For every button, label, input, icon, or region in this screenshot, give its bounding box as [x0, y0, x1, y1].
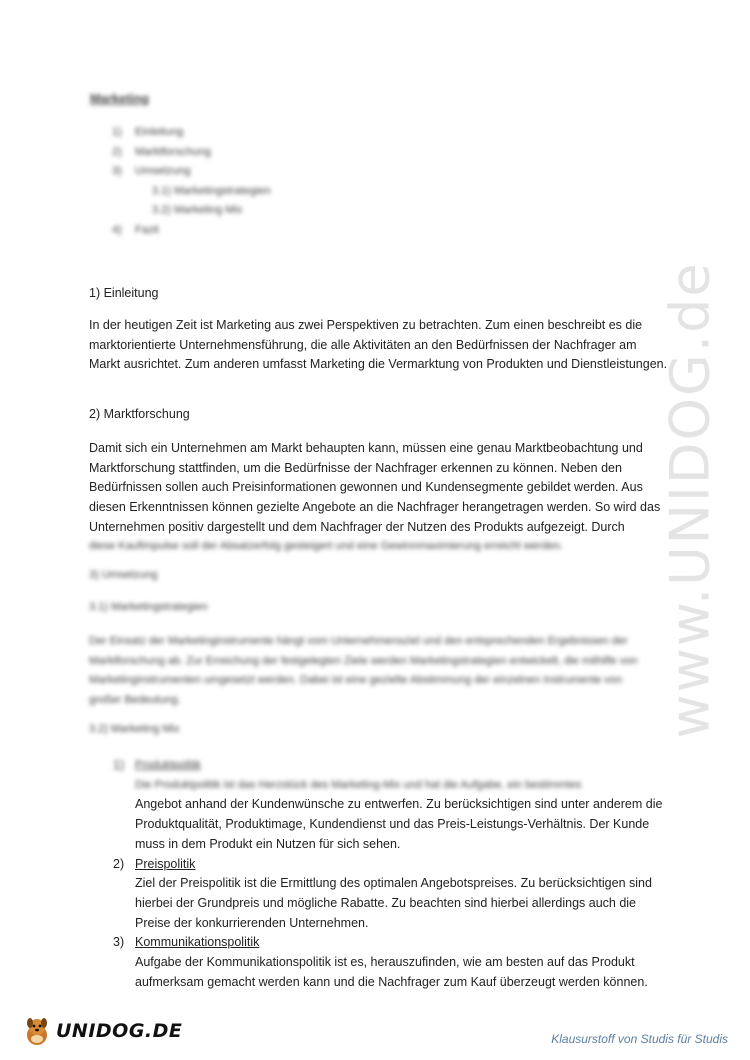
toc-item: 3.1) Marketingstrategien [152, 184, 271, 197]
toc-item: 3) Umsetzung [112, 165, 191, 177]
footer-tagline: Klausurstoff von Studis für Studis [551, 1032, 728, 1046]
marketing-mix-list [113, 756, 673, 992]
dog-icon [22, 1015, 52, 1047]
unidog-logo: UNIDOG.DE [22, 1015, 182, 1047]
section-heading: 3.2) Marketing Mix [89, 723, 180, 735]
table-of-contents [112, 123, 271, 240]
list-item: 1) Produktpolitik Die Produktpolitik ist das Herzstück des Marketing-Mix und hat die Aufgabe, ein bestimmtes Angebot anhand der Kundenwünsche zu entwerfen. Zu berücksichtigen sind unter anderem die Produktqualität, Produktimage, Kundendienst und das Preis-Leistungs-Verhältnis. Der Kunde muss in dem Produkt ein Nutzen für sich sehen. [113, 758, 663, 851]
paragraph: Damit sich ein Unternehmen am Markt behaupten kann, müssen eine genau Marktbeobachtung und Marktforschung stattfinden, um die Bedürfnisse der Nachfrager erkennen zu können. Neben den Bedürfnissen sollen auch Preisinformationen gewonnen und Kundensegmente gebildet werden. Aus diesen Erkenntnissen können gezielte Angebote an die Nachfrager herangetragen werden. So wird das Unternehmen positiv dargestellt und dem Nachfrager der Nutzen des Produkts aufgezeigt. Durch [89, 441, 661, 534]
paragraph-blurred: diese Kaufimpulse soll der Absatzerfolg gesteigert und eine Gewinnmaximierung erreicht werden. [89, 540, 563, 552]
section-heading: 1) Einleitung [89, 286, 159, 300]
document-title: Marketing [90, 92, 150, 106]
list-item: 3) Kommunikationspolitik Aufgabe der Kommunikationspolitik ist es, herauszufinden, wie am besten auf das Produkt aufmerksam gemacht werden kann und die Nachfrager zum Kauf überzeugt werden können. [113, 935, 648, 989]
toc-item: 4) Fazit [112, 223, 159, 236]
toc-item: 2) Marktforschung [112, 145, 211, 158]
toc-item: 1) Einleitung [112, 126, 184, 138]
watermark: www.UNIDOG.de [658, 261, 722, 739]
toc-item: 3.2) Marketing Mix [152, 204, 243, 216]
paragraph: In der heutigen Zeit ist Marketing aus zwei Perspektiven zu betrachten. Zum einen beschreibt es die marktorientierte Unternehmensführung, die alle Aktivitäten an den Bedürfnissen der Nachfrager am Markt ausrichtet. Zum anderen umfasst Marketing die Vermarktung von Produkten und Dienstleistungen. [89, 318, 668, 372]
section-heading: 3.1) Marketingstrategien [89, 601, 208, 613]
section-heading: 2) Marktforschung [89, 407, 190, 421]
list-item: 2) Preispolitik Ziel der Preispolitik ist die Ermittlung des optimalen Angebotspreises. Zu berücksichtigen sind hierbei der Grundpreis und mögliche Rabatte. Zu beachten sind hierbei allerdings auch die Preise der konkurrierenden Unternehmen. [113, 856, 652, 930]
section-heading: 3) Umsetzung [89, 569, 158, 581]
paragraph-blurred: Der Einsatz der Marketinginstrumente hängt vom Unternehmensziel und den entsprechenden Ergebnissen der Marktforschung ab. Zur Erreichung der festgelegten Ziele werden Marketingstrategien entwickelt, die mithilfe von Marketinginstrumenten umgesetzt werden. Dabei ist eine gezielte Abstimmung der einzelnen Instrumente von großer Bedeutung. [89, 635, 638, 707]
